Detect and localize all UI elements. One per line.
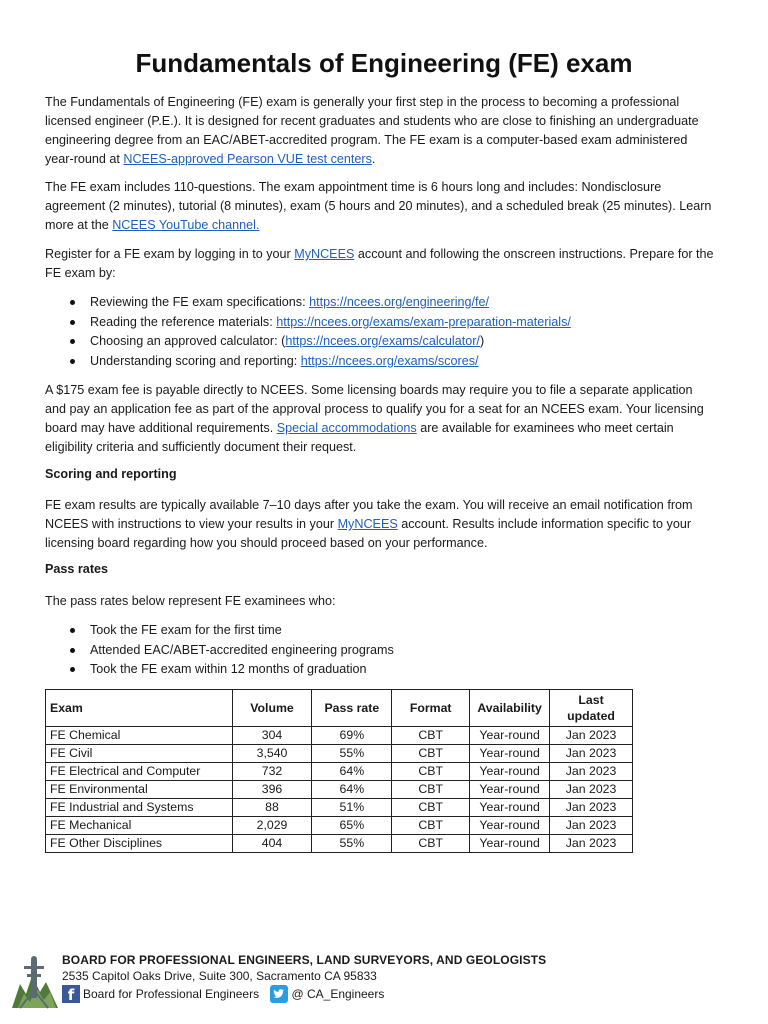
special-accommodations-link[interactable]: Special accommodations bbox=[276, 421, 417, 435]
table-cell: Year-round bbox=[470, 745, 550, 763]
exam-fee-paragraph bbox=[45, 381, 715, 457]
table-cell: CBT bbox=[392, 781, 470, 799]
table-cell: FE Chemical bbox=[46, 727, 233, 745]
board-address: 2535 Capitol Oaks Drive, Suite 300, Sacramento CA 95833 bbox=[62, 969, 377, 983]
list-item-text: Reviewing the FE exam specifications: bbox=[90, 295, 310, 309]
table-cell: 55% bbox=[312, 835, 392, 853]
facebook-icon[interactable]: f bbox=[62, 985, 80, 1003]
table-cell: 64% bbox=[312, 781, 392, 799]
intro-paragraph bbox=[45, 93, 715, 169]
calculator-link[interactable]: https://ncees.org/exams/calculator/ bbox=[285, 334, 480, 348]
list-item-text: Reading the reference materials: bbox=[90, 314, 277, 329]
table-cell: 69% bbox=[312, 727, 392, 745]
exam-fee-text-end: are available for examinees who meet certain eligibility criteria and sufficiently document their request. bbox=[45, 421, 674, 454]
table-cell: 51% bbox=[312, 799, 392, 817]
list-item bbox=[45, 293, 715, 313]
list-item-text: Understanding scoring and reporting: bbox=[90, 353, 301, 368]
table-cell: 404 bbox=[232, 835, 312, 853]
intro-text: The Fundamentals of Engineering (FE) exam is generally your first step in the process to becoming a professional licensed engineer (P.E.). It is designed for recent graduates and students who are close to finishing an undergraduate engineering degree from an EAC/ABET-accredited program. The FE exam is a computer-based exam administered year-round at bbox=[45, 95, 699, 166]
table-cell: Jan 2023 bbox=[550, 745, 633, 763]
list-item: Attended EAC/ABET-accredited engineering programs bbox=[45, 641, 715, 661]
table-cell: CBT bbox=[392, 835, 470, 853]
table-cell: Jan 2023 bbox=[550, 799, 633, 817]
table-cell: CBT bbox=[392, 727, 470, 745]
table-cell: CBT bbox=[392, 745, 470, 763]
column-header-exam: Exam bbox=[46, 690, 233, 727]
list-item-suffix: ) bbox=[479, 334, 485, 348]
scoring-paragraph bbox=[45, 496, 715, 553]
table-row bbox=[46, 763, 633, 781]
table-cell: CBT bbox=[392, 799, 470, 817]
table-row bbox=[46, 817, 633, 835]
table-row bbox=[46, 781, 633, 799]
footer bbox=[10, 950, 750, 1010]
reference-materials-link[interactable]: https://ncees.org/exams/exam-preparation-materials/ bbox=[276, 314, 571, 329]
twitter-handle[interactable]: @ CA_Engineers bbox=[291, 987, 385, 1001]
table-cell: Year-round bbox=[470, 781, 550, 799]
table-cell: 2,029 bbox=[232, 817, 312, 835]
register-text-end: account and following the onscreen instructions. Prepare for the FE exam by: bbox=[45, 247, 714, 280]
table-cell: Jan 2023 bbox=[550, 817, 633, 835]
table-row bbox=[46, 745, 633, 763]
table-cell: Year-round bbox=[470, 835, 550, 853]
myncees-results-link[interactable]: MyNCEES bbox=[337, 517, 398, 531]
scores-link[interactable]: https://ncees.org/exams/scores/ bbox=[300, 353, 479, 368]
list-item bbox=[45, 313, 715, 333]
table-row bbox=[46, 727, 633, 745]
table-cell: Year-round bbox=[470, 817, 550, 835]
column-header-availability: Availability bbox=[470, 690, 550, 727]
myncees-link[interactable]: MyNCEES bbox=[294, 247, 355, 261]
pass-rates-heading: Pass rates bbox=[45, 562, 109, 576]
table-row bbox=[46, 835, 633, 853]
list-item: Took the FE exam for the first time bbox=[45, 621, 715, 641]
table-cell: Year-round bbox=[470, 727, 550, 745]
table-cell: 3,540 bbox=[232, 745, 312, 763]
facebook-link[interactable]: Board for Professional Engineers bbox=[83, 987, 260, 1001]
table-row bbox=[46, 799, 633, 817]
table-cell: 396 bbox=[232, 781, 312, 799]
table-cell: 65% bbox=[312, 817, 392, 835]
column-header-volume: Volume bbox=[232, 690, 312, 727]
page-title: Fundamentals of Engineering (FE) exam bbox=[135, 48, 633, 78]
scoring-text-end: account. Results include information specific to your licensing board regarding how you should proceed based on your performance. bbox=[45, 517, 692, 550]
register-paragraph bbox=[45, 245, 715, 283]
table-cell: 64% bbox=[312, 763, 392, 781]
table-cell: FE Industrial and Systems bbox=[46, 799, 233, 817]
column-header-last-updated: Last updated bbox=[550, 690, 633, 727]
table-cell: FE Civil bbox=[46, 745, 233, 763]
intro-text-end: . bbox=[371, 152, 376, 166]
list-item bbox=[45, 352, 715, 372]
exam-format-paragraph bbox=[45, 178, 715, 235]
table-cell: Year-round bbox=[470, 763, 550, 781]
exam-fee-text: A $175 exam fee is payable directly to NCEES. Some licensing boards may require you to file a separate application and pay an application fee as part of the approval process to qualify you for a seat for an NCEES exam. Your licensing board may have additional requirements. bbox=[45, 383, 704, 435]
table-cell: Jan 2023 bbox=[550, 781, 633, 799]
table-cell: FE Other Disciplines bbox=[46, 835, 233, 853]
board-name: BOARD FOR PROFESSIONAL ENGINEERS, LAND SURVEYORS, AND GEOLOGISTS bbox=[62, 953, 547, 967]
table-cell: FE Electrical and Computer bbox=[46, 763, 233, 781]
column-header-pass-rate: Pass rate bbox=[312, 690, 392, 727]
fe-specifications-link[interactable]: https://ncees.org/engineering/fe/ bbox=[309, 295, 490, 309]
table-cell: FE Mechanical bbox=[46, 817, 233, 835]
column-header-format: Format bbox=[392, 690, 470, 727]
table-cell: Year-round bbox=[470, 799, 550, 817]
list-item: Took the FE exam within 12 months of graduation bbox=[45, 660, 715, 680]
scoring-heading: Scoring and reporting bbox=[45, 467, 177, 481]
table-cell: FE Environmental bbox=[46, 781, 233, 799]
table-cell: 732 bbox=[232, 763, 312, 781]
social-links bbox=[62, 985, 384, 1003]
board-logo-icon bbox=[10, 954, 60, 1010]
twitter-icon[interactable] bbox=[270, 985, 288, 1003]
scoring-text: FE exam results are typically available 7–10 days after you take the exam. You will receive an email notification from NCEES with instructions to view your results in your bbox=[45, 498, 693, 531]
table-cell: Jan 2023 bbox=[550, 763, 633, 781]
table-cell: 55% bbox=[312, 745, 392, 763]
table-cell: Jan 2023 bbox=[550, 727, 633, 745]
table-cell: CBT bbox=[392, 817, 470, 835]
pearson-vue-link[interactable]: NCEES-approved Pearson VUE test centers bbox=[123, 152, 372, 166]
table-cell: Jan 2023 bbox=[550, 835, 633, 853]
prep-list bbox=[45, 293, 715, 371]
criteria-list bbox=[45, 621, 715, 680]
list-item-text: Choosing an approved calculator: ( bbox=[90, 334, 286, 348]
table-header-row bbox=[46, 690, 633, 727]
table-cell: 88 bbox=[232, 799, 312, 817]
pass-rates-table bbox=[45, 689, 633, 853]
pass-rates-intro: The pass rates below represent FE examinees who: bbox=[45, 594, 336, 608]
table-cell: CBT bbox=[392, 763, 470, 781]
register-text: Register for a FE exam by logging in to your bbox=[45, 247, 295, 261]
exam-format-text: The FE exam includes 110-questions. The exam appointment time is 6 hours long and includes: Nondisclosure agreement (2 minutes), tutorial (8 minutes), exam (5 hours and 20 minutes), and a scheduled break (25 minutes). Learn more at the bbox=[45, 180, 712, 232]
youtube-channel-link[interactable]: NCEES YouTube channel. bbox=[112, 218, 260, 232]
list-item bbox=[45, 332, 715, 352]
table-cell: 304 bbox=[232, 727, 312, 745]
